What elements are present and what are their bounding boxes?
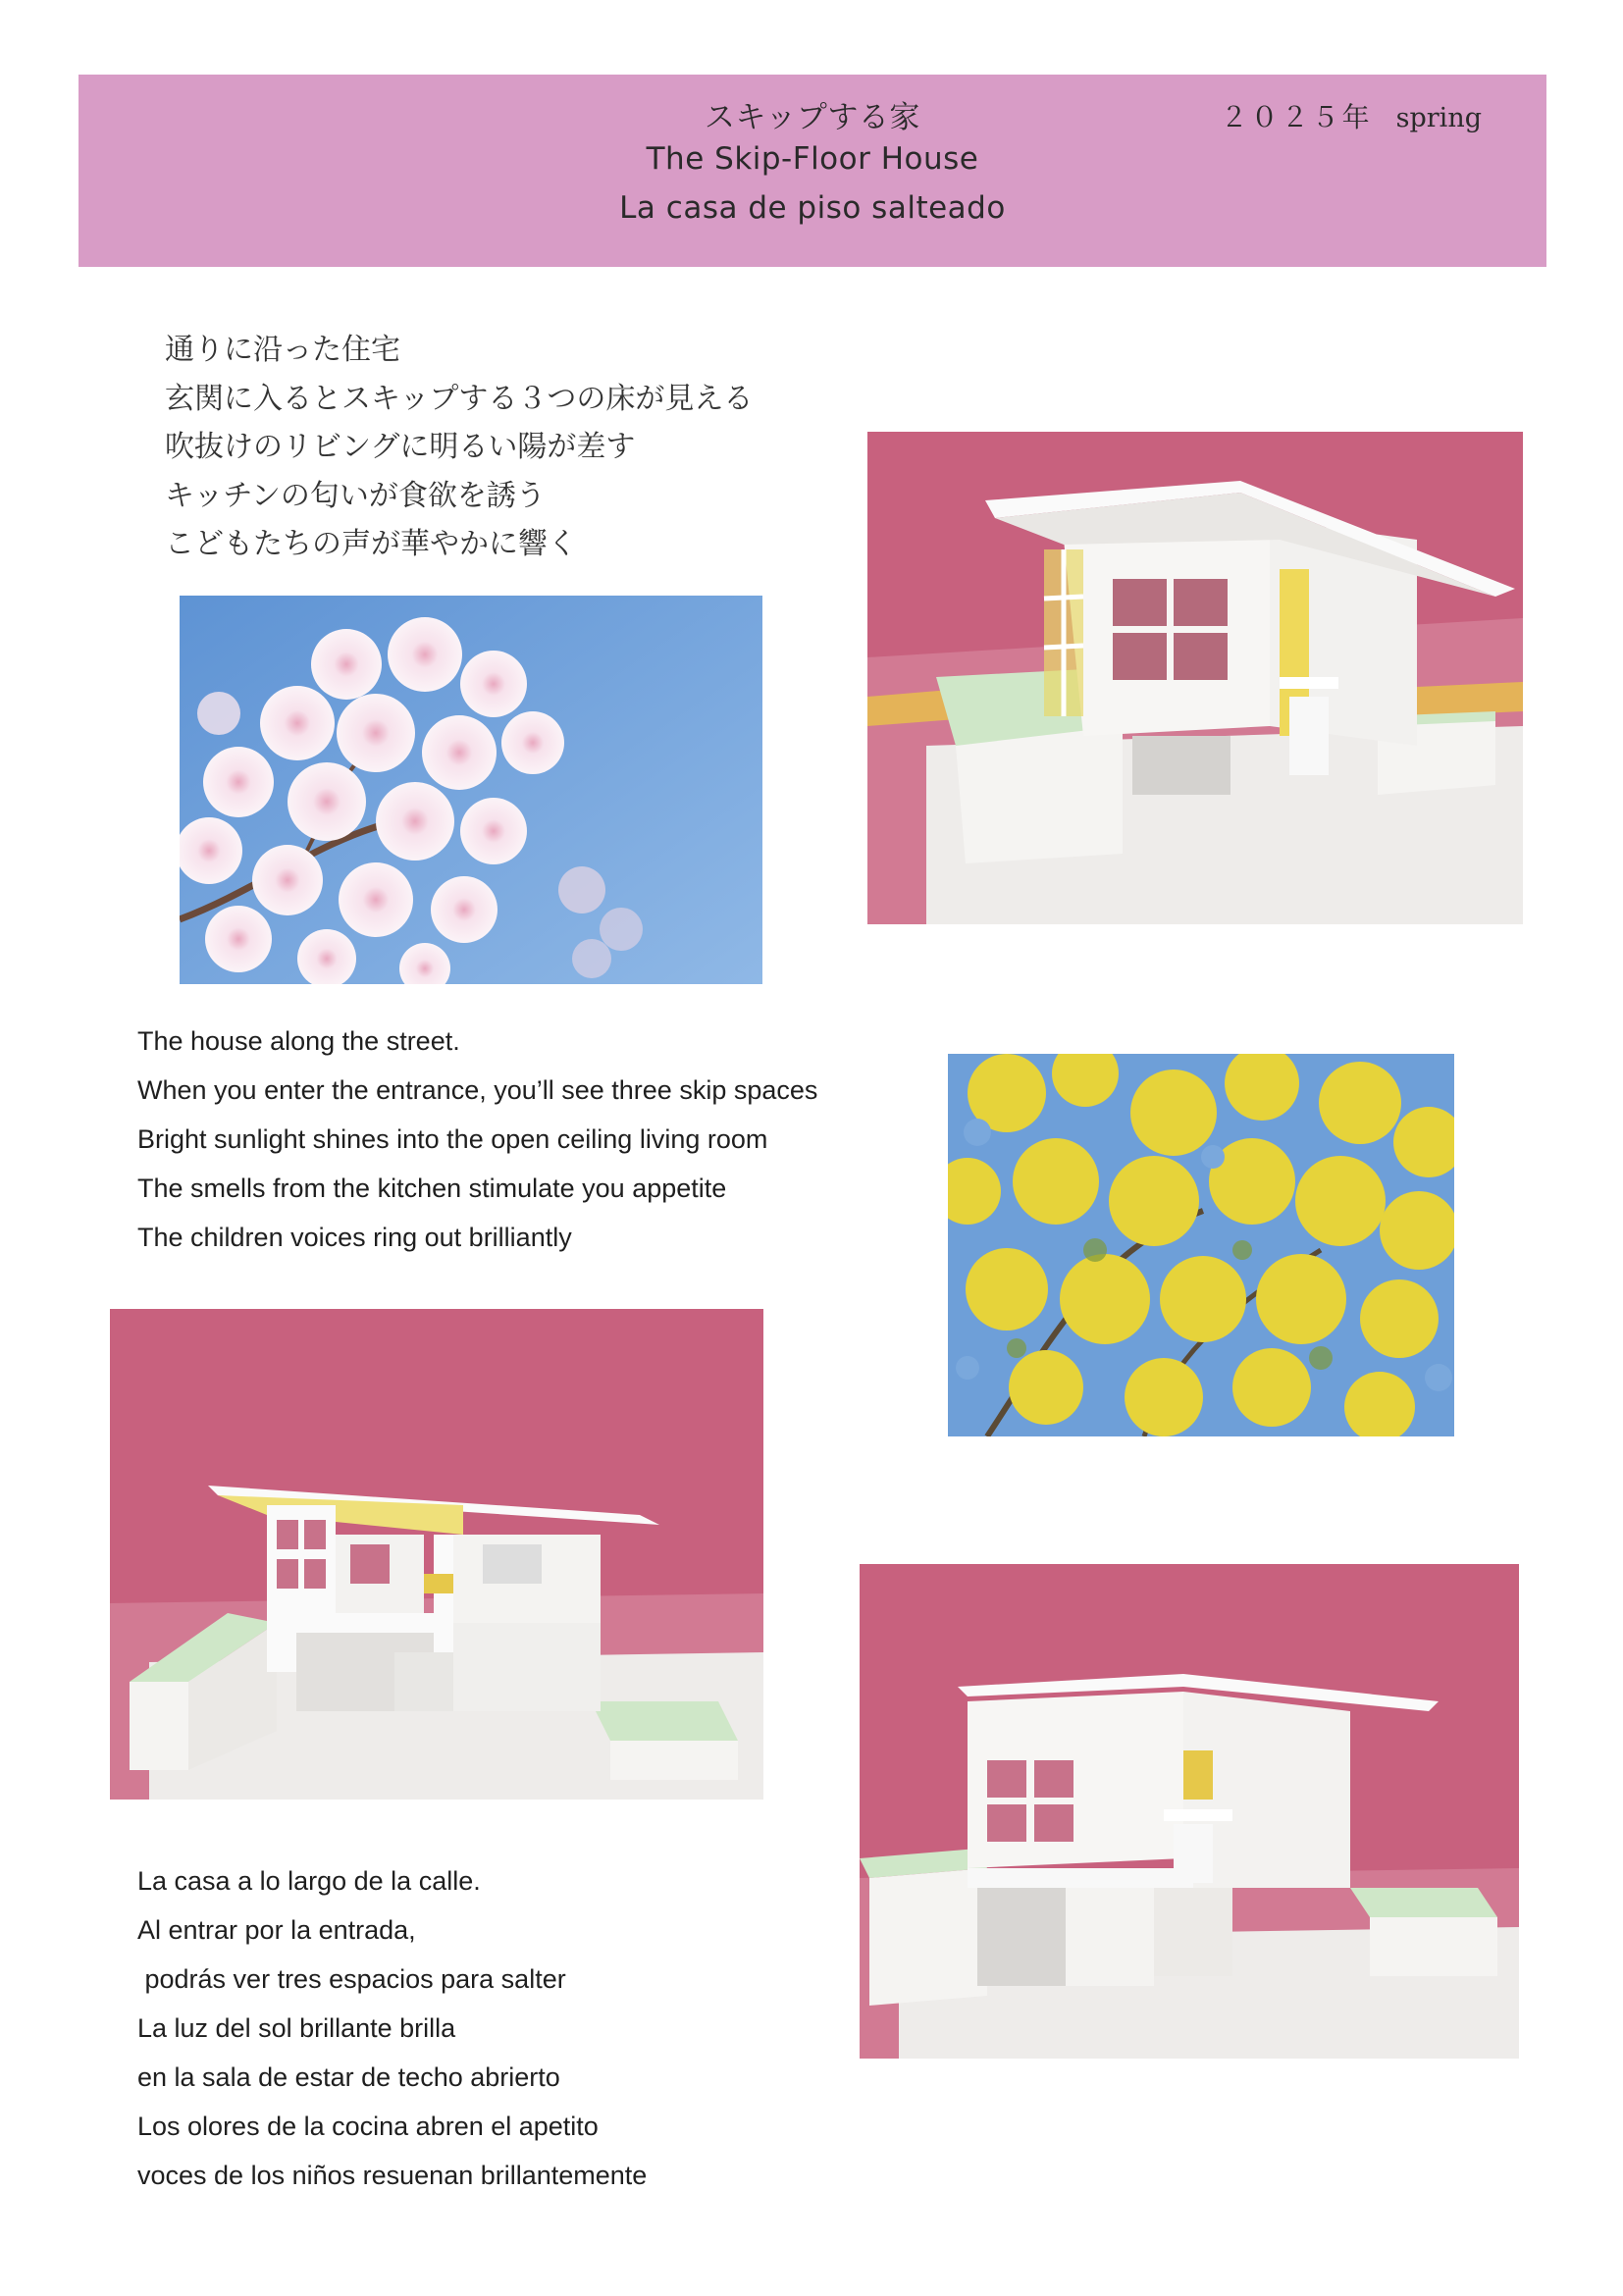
title-spanish: La casa de piso salteado [619,190,1006,226]
poem-line: en la sala de estar de techo abrierto [137,2062,560,2092]
poem-line: こどもたちの声が華やかに響く [165,527,577,561]
poem-line: Al entrar por la entrada, [137,1915,416,1945]
poem-english [137,1017,817,1262]
season: spring [1395,103,1482,133]
house-model-photo-section [110,1309,763,1800]
poem-line: The children voices ring out brilliantly [137,1223,572,1252]
poem-line: When you enter the entrance, you’ll see three skip spaces [137,1075,818,1105]
house-model-photo-perspective [867,432,1523,924]
poem-line: 通りに沿った住宅 [165,333,400,367]
poem-line: La luz del sol brillante brilla [137,2013,456,2043]
poem-line: Los olores de la cocina abren el apetito [137,2112,599,2141]
poem-line: キッチンの匂いが食欲を誘う [165,478,546,513]
poem-line: voces de los niños resuenan brillantemente [137,2161,648,2190]
poem-line: Bright sunlight shines into the open ceiling living room [137,1124,768,1154]
title-english: The Skip-Floor House [646,141,979,177]
poem-line: The house along the street. [137,1026,460,1056]
poem-line: 玄関に入るとスキップする３つの床が見える [165,381,754,416]
cherry-blossom-photo [180,596,762,984]
poem-spanish [137,1856,647,2200]
year: ２０２５年 [1220,101,1373,133]
poem-line: La casa a lo largo de la calle. [137,1866,481,1896]
poem-japanese [165,326,753,569]
title-japanese: スキップする家 [705,100,920,135]
poem-line: The smells from the kitchen stimulate you appetite [137,1174,727,1203]
poem-line: podrás ver tres espacios para salter [137,1964,566,1994]
date-label [1221,96,1482,135]
house-model-photo-front [860,1564,1519,2059]
poem-line: 吹抜けのリビングに明るい陽が差す [165,430,636,464]
mimosa-photo [948,1054,1454,1436]
title-banner [79,75,1546,267]
